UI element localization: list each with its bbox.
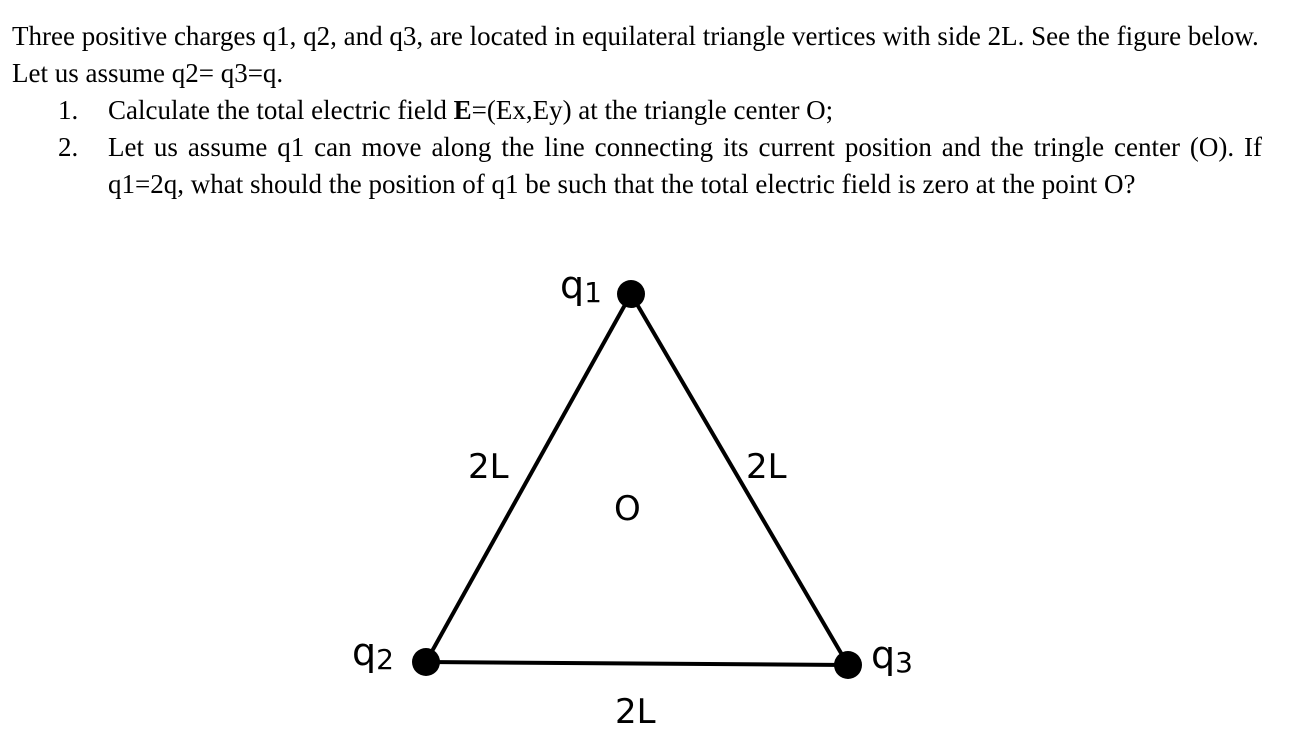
charge-letter: q	[560, 263, 585, 307]
side-label-bottom: 2L	[615, 692, 656, 732]
center-label: O	[614, 489, 641, 529]
problem-intro: Three positive charges q1, q2, and q3, are located in equilateral triangle vertices with side 2L. See the figure below. Let us assume q2= q3=q.	[12, 21, 1259, 88]
charge-subscript: 1	[584, 276, 602, 309]
side-label-right: 2L	[746, 447, 787, 487]
charge-subscript: 3	[895, 646, 913, 679]
side-left	[426, 294, 631, 662]
charge-subscript: 2	[376, 643, 394, 676]
task-bold-vector: E	[453, 95, 472, 125]
charge-letter: q	[352, 630, 377, 674]
side-right	[631, 294, 848, 665]
side-bottom	[426, 662, 848, 665]
charge-label-q2	[352, 630, 394, 676]
task-number: 2.	[58, 132, 79, 162]
side-label-left: 2L	[468, 447, 509, 487]
charge-letter: q	[871, 633, 896, 677]
task-text: Let us assume q1 can move along the line connecting its current position and the tringle center (O). If q1=2q, what should the position of q1 be such that the total electric field is zero at the point O?	[108, 132, 1262, 199]
charge-dot-q1	[617, 280, 645, 308]
charge-dot-q3	[834, 651, 862, 679]
charge-label-q3	[871, 633, 913, 679]
charge-dot-q2	[412, 648, 440, 676]
task-number: 1.	[58, 95, 79, 125]
task-text-after-bold: =(Ex,Ey) at the triangle center O;	[471, 95, 834, 125]
charge-label-q1	[560, 263, 602, 309]
task-text-before-bold: Calculate the total electric field	[108, 95, 454, 125]
